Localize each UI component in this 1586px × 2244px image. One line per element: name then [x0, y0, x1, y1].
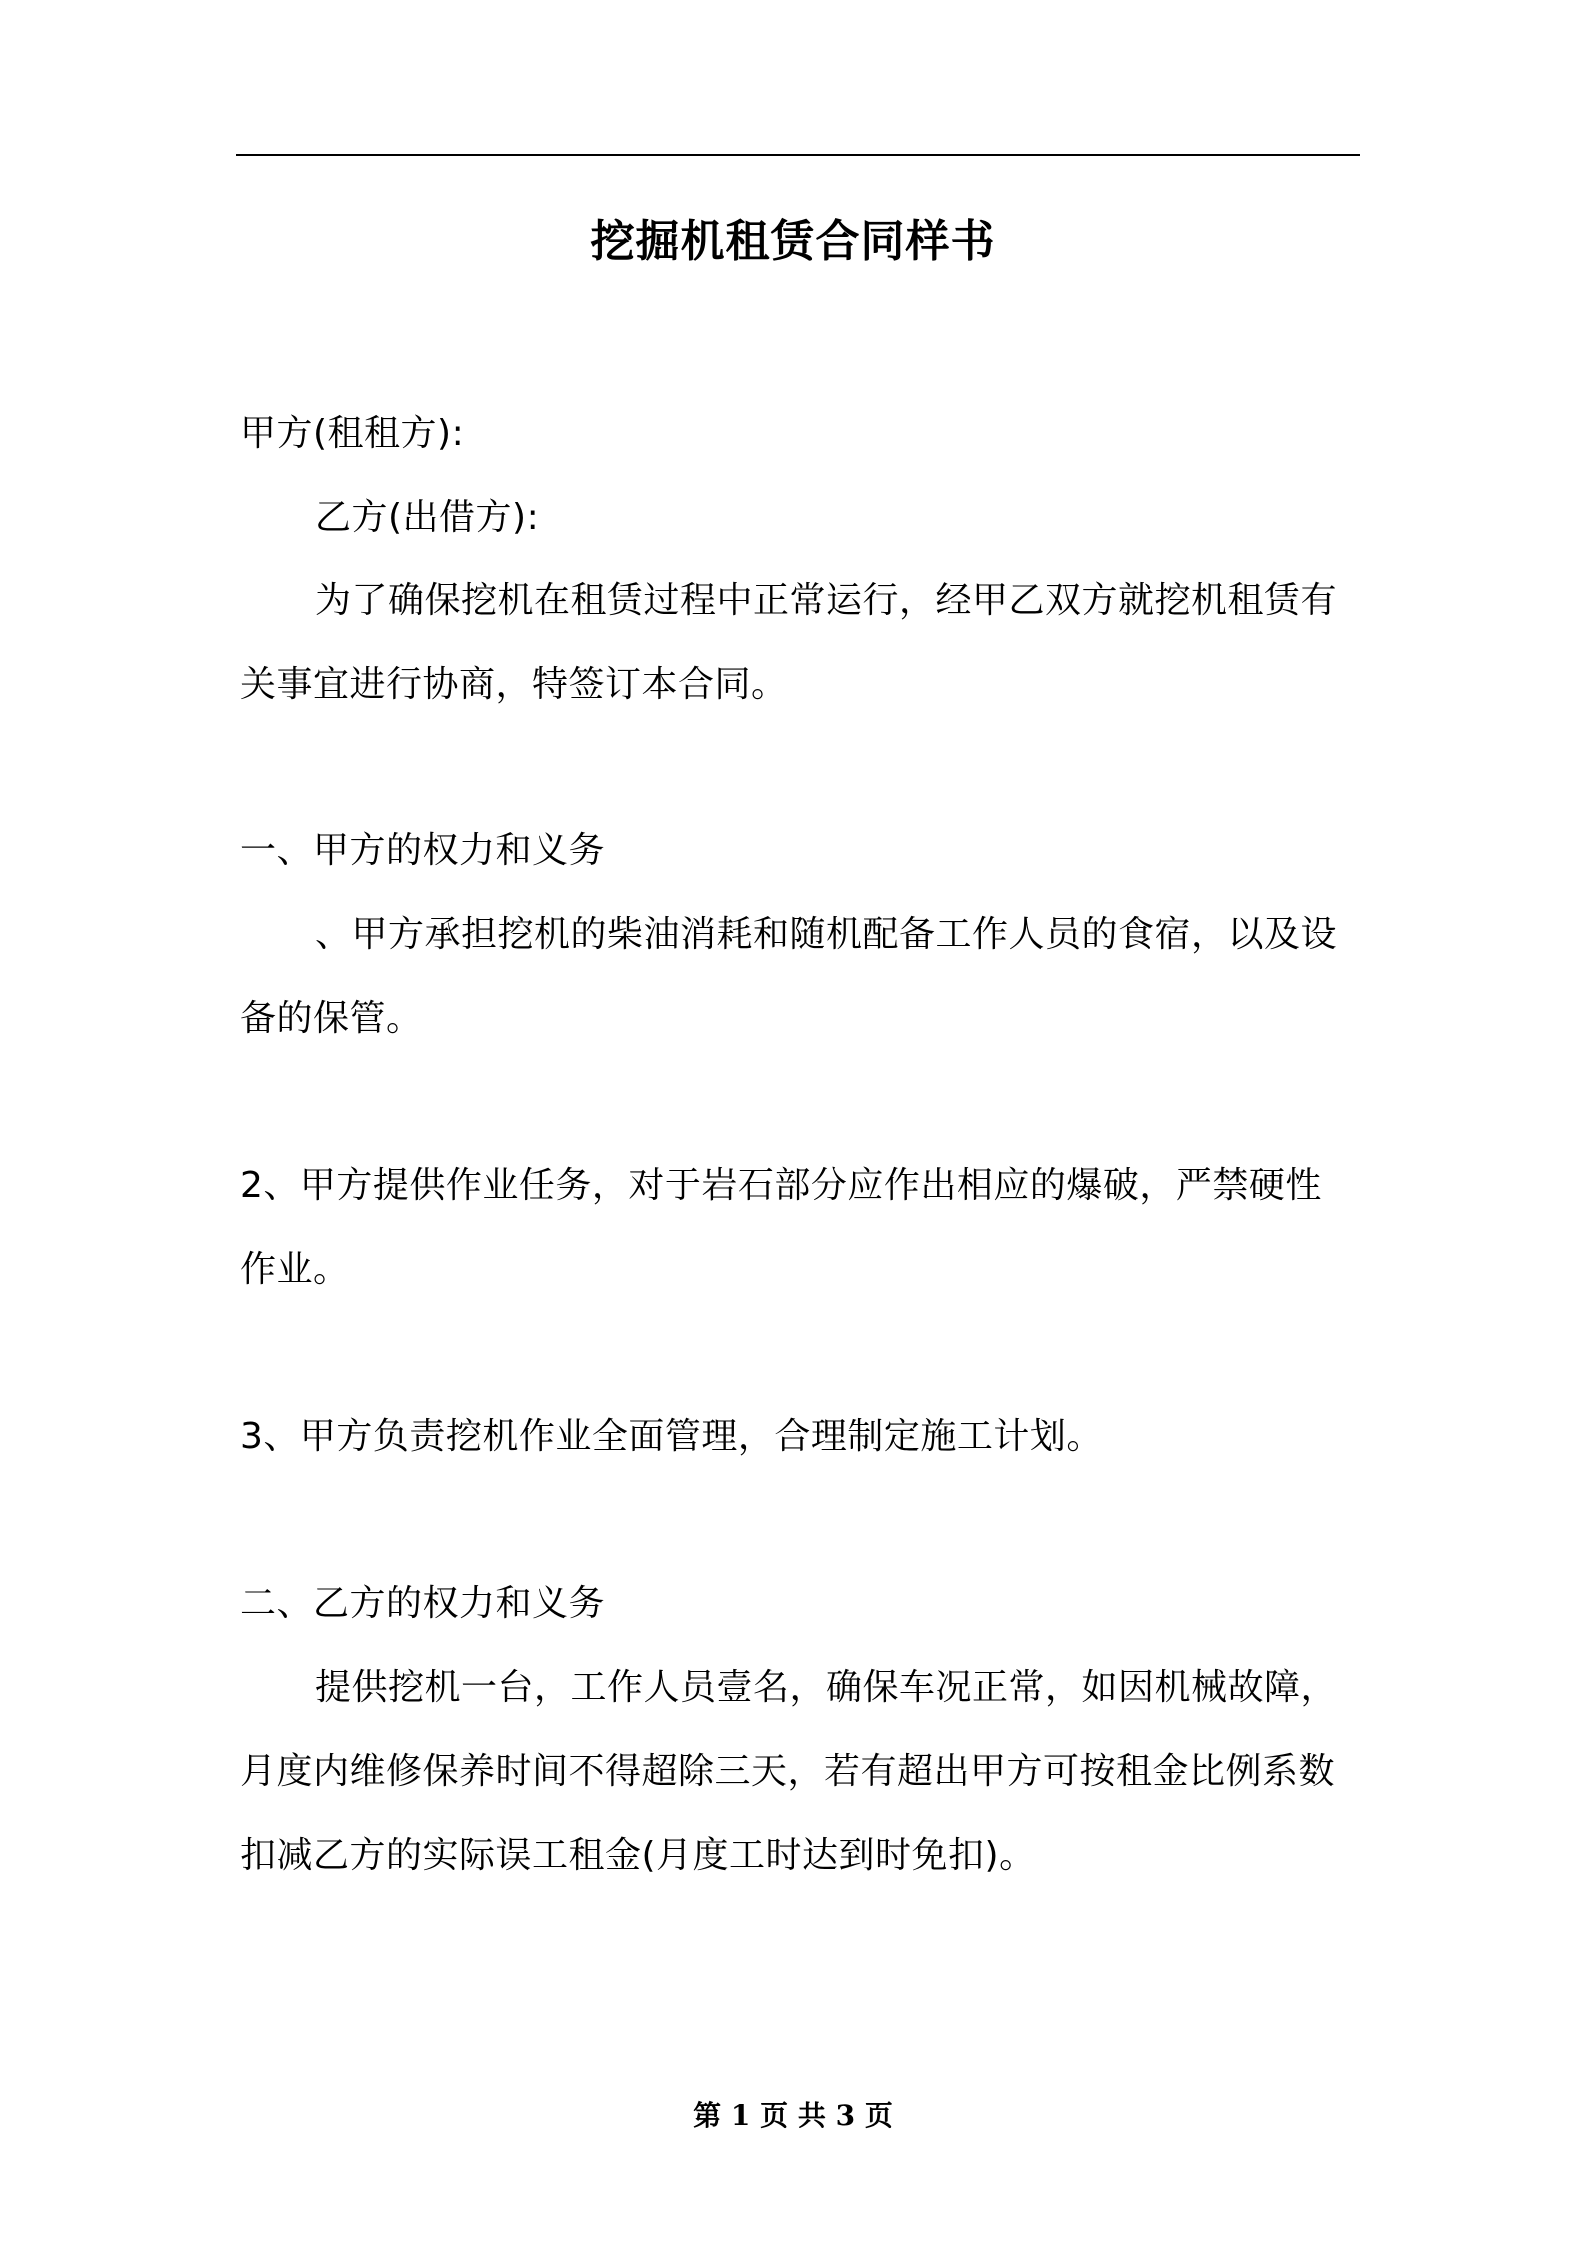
section-1-heading: 一、甲方的权力和义务	[240, 830, 606, 871]
page-footer: 第 1 页 共 3 页	[693, 2099, 893, 2132]
item-1-line-2: 备的保管。	[240, 998, 423, 1039]
document-title: 挖掘机租赁合同样书	[590, 216, 996, 267]
item-1-line-1: 、甲方承担挖机的柴油消耗和随机配备工作人员的食宿，以及设	[315, 914, 1338, 955]
item-b-line-1: 提供挖机一台，工作人员壹名，确保车况正常，如因机械故障，	[315, 1667, 1338, 1708]
item-b-line-3: 扣减乙方的实际误工租金(月度工时达到时免扣)。	[240, 1835, 1036, 1876]
item-2-line-1: 2、甲方提供作业任务，对于岩石部分应作出相应的爆破，严禁硬性	[240, 1165, 1322, 1206]
party-a-line: 甲方(租租方):	[240, 413, 465, 454]
section-2-heading: 二、乙方的权力和义务	[240, 1583, 606, 1624]
intro-line-1: 为了确保挖机在租赁过程中正常运行，经甲乙双方就挖机租赁有	[315, 580, 1338, 621]
header-rule	[236, 154, 1360, 156]
party-b-line: 乙方(出借方):	[315, 497, 540, 538]
item-3-line-1: 3、甲方负责挖机作业全面管理，合理制定施工计划。	[240, 1416, 1103, 1457]
intro-line-2: 关事宜进行协商，特签订本合同。	[240, 664, 788, 705]
item-b-line-2: 月度内维修保养时间不得超除三天，若有超出甲方可按租金比例系数	[240, 1751, 1336, 1792]
item-2-line-2: 作业。	[240, 1249, 350, 1290]
